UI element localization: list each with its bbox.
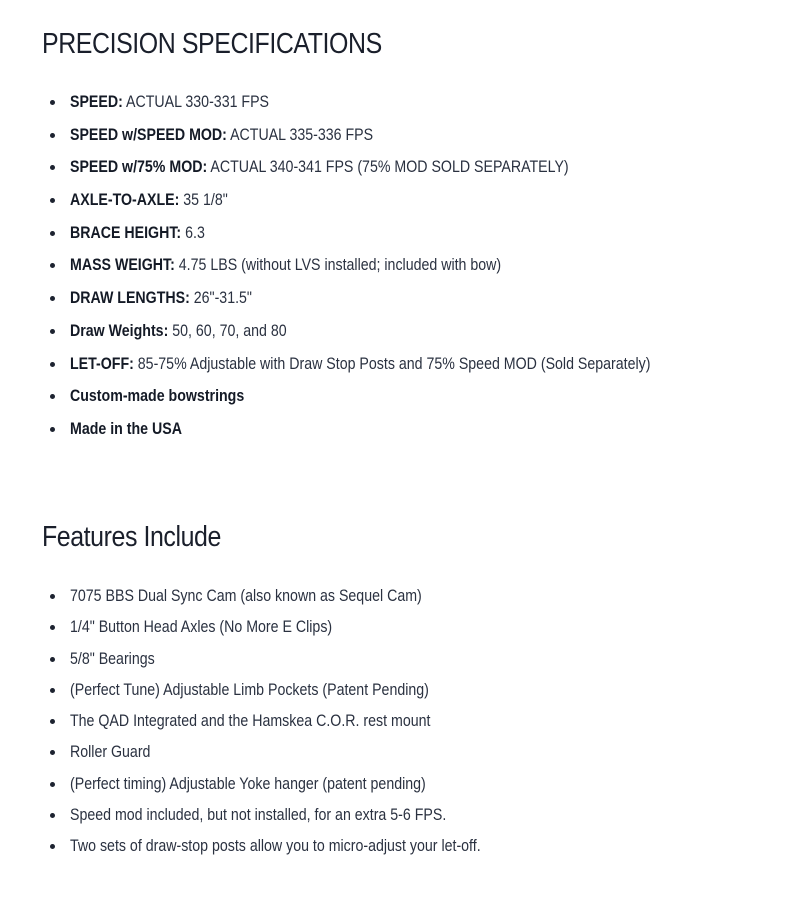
- bullet-icon: [50, 427, 55, 432]
- bullet-icon: [50, 198, 55, 203]
- feature-text: 7075 BBS Dual Sync Cam (also known as Sequel Cam): [70, 587, 422, 605]
- spec-value: 50, 60, 70, and 80: [168, 321, 287, 340]
- bullet-icon: [50, 231, 55, 236]
- feature-text: 5/8" Bearings: [70, 649, 155, 668]
- bullet-icon: [50, 263, 55, 268]
- spec-item-let-off: [50, 351, 745, 384]
- spec-item-brace-height: [50, 220, 745, 253]
- spec-label: BRACE HEIGHT:: [70, 223, 182, 242]
- bullet-icon: [50, 362, 55, 367]
- features-heading: Features Include: [42, 521, 221, 553]
- spec-item-bowstrings: [50, 383, 745, 416]
- feature-text: The QAD Integrated and the Hamskea C.O.R. rest mount: [70, 712, 431, 731]
- bullet-icon: [50, 688, 55, 693]
- spec-item-speed-mod: [50, 122, 745, 155]
- spec-label: SPEED w/SPEED MOD:: [70, 125, 227, 144]
- bullet-icon: [50, 296, 55, 301]
- spec-label: Draw Weights:: [70, 321, 169, 340]
- features-list: [50, 583, 547, 865]
- spec-value: 26"-31.5": [189, 289, 252, 308]
- spec-label: LET-OFF:: [70, 354, 134, 373]
- spec-item-draw-weights: [50, 318, 745, 351]
- feature-item: [50, 646, 547, 677]
- spec-value: 4.75 LBS (without LVS installed; included with bow): [174, 256, 502, 275]
- bullet-icon: [50, 719, 55, 724]
- feature-text: Speed mod included, but not installed, for an extra 5-6 FPS.: [70, 806, 447, 825]
- feature-item: [50, 739, 547, 770]
- bullet-icon: [50, 844, 55, 849]
- feature-item: [50, 771, 547, 802]
- spec-value: 6.3: [181, 223, 205, 242]
- specifications-list: [50, 89, 745, 449]
- feature-item: [50, 833, 547, 864]
- bullet-icon: [50, 394, 55, 399]
- spec-item-speed-75-mod: [50, 154, 745, 187]
- spec-value: ACTUAL 330-331 FPS: [122, 93, 270, 111]
- spec-value: ACTUAL 335-336 FPS: [226, 125, 374, 144]
- feature-item: [50, 708, 547, 739]
- bullet-icon: [50, 594, 55, 599]
- feature-text: 1/4" Button Head Axles (No More E Clips): [70, 618, 333, 637]
- spec-item-axle-to-axle: [50, 187, 745, 220]
- spec-value: ACTUAL 340-341 FPS (75% MOD SOLD SEPARATELY): [207, 158, 569, 177]
- spec-item-mass-weight: [50, 252, 745, 285]
- feature-item: [50, 614, 547, 645]
- feature-text: (Perfect Tune) Adjustable Limb Pockets (Patent Pending): [70, 680, 429, 699]
- feature-item: [50, 677, 547, 708]
- spec-label: SPEED w/75% MOD:: [70, 158, 208, 177]
- spec-label: DRAW LENGTHS:: [70, 289, 190, 308]
- feature-item: [50, 583, 547, 614]
- bullet-icon: [50, 750, 55, 755]
- spec-label: MASS WEIGHT:: [70, 256, 175, 275]
- spec-label: Custom-made bowstrings: [70, 387, 245, 406]
- bullet-icon: [50, 625, 55, 630]
- feature-text: Roller Guard: [70, 743, 151, 762]
- bullet-icon: [50, 165, 55, 170]
- spec-value: 35 1/8": [179, 191, 228, 210]
- specifications-heading: PRECISION SPECIFICATIONS: [42, 28, 382, 60]
- spec-value: 85-75% Adjustable with Draw Stop Posts and 75% Speed MOD (Sold Separately): [133, 354, 651, 373]
- bullet-icon: [50, 100, 55, 105]
- feature-text: Two sets of draw-stop posts allow you to micro-adjust your let-off.: [70, 837, 481, 856]
- spec-label: SPEED:: [70, 93, 123, 111]
- feature-item: [50, 802, 547, 833]
- bullet-icon: [50, 329, 55, 334]
- feature-text: (Perfect timing) Adjustable Yoke hanger (patent pending): [70, 774, 426, 793]
- bullet-icon: [50, 782, 55, 787]
- spec-label: Made in the USA: [70, 419, 182, 438]
- spec-item-made-in-usa: [50, 416, 745, 449]
- bullet-icon: [50, 813, 55, 818]
- bullet-icon: [50, 133, 55, 138]
- bullet-icon: [50, 657, 55, 662]
- spec-item-draw-lengths: [50, 285, 745, 318]
- spec-label: AXLE-TO-AXLE:: [70, 191, 180, 210]
- spec-item-speed: [50, 89, 745, 122]
